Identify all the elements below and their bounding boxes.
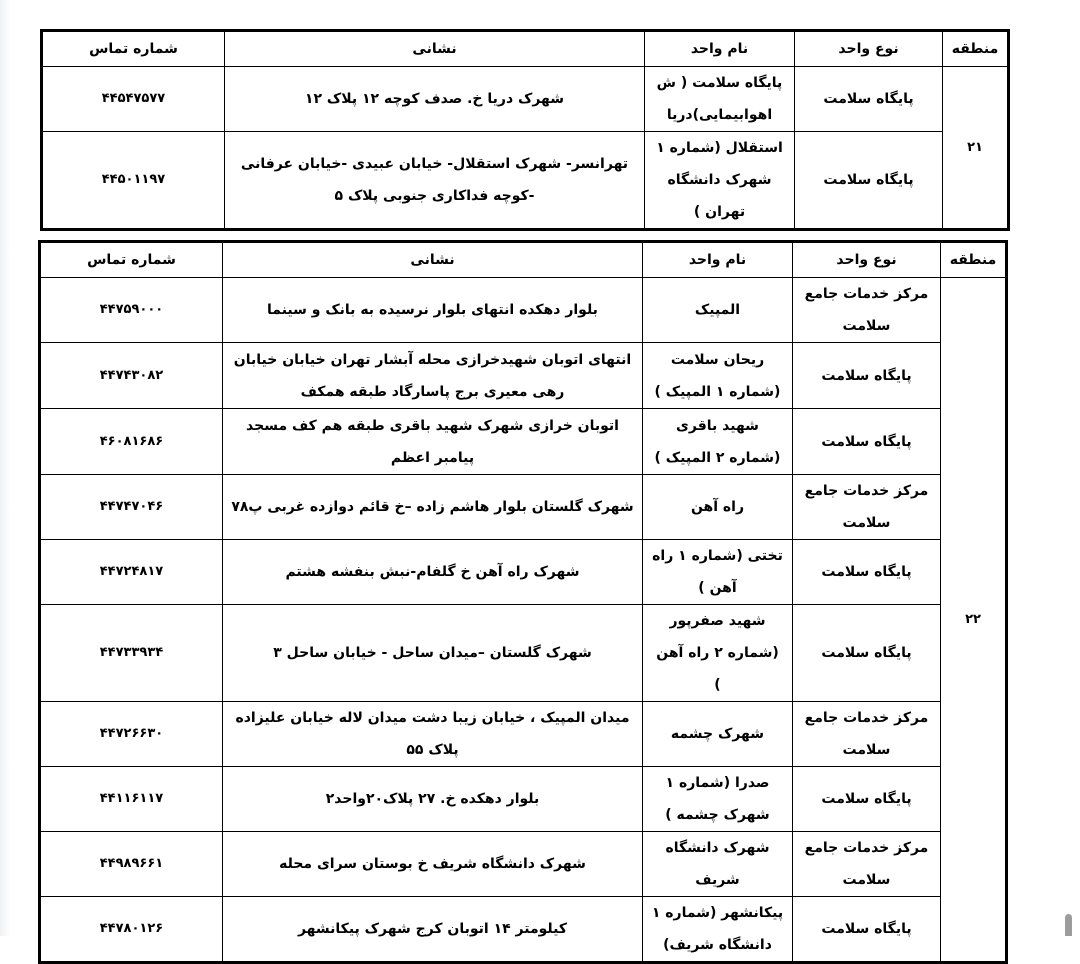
table-header-row [42, 31, 1009, 67]
unit-type-cell: پایگاه سلامت [793, 897, 941, 963]
table-row [40, 409, 1007, 475]
table-row [40, 605, 1007, 702]
unit-name-cell: شهرک دانشگاه شریف [643, 832, 793, 897]
header-address: نشانی [225, 31, 645, 67]
header-region: منطقه [943, 31, 1009, 67]
header-phone: شماره تماس [42, 31, 225, 67]
unit-name-cell: شهرک چشمه [643, 702, 793, 767]
phone-cell: ۴۴۹۸۹۶۶۱ [40, 832, 223, 897]
header-unit-name: نام واحد [645, 31, 795, 67]
unit-type-cell: پایگاه سلامت [793, 343, 941, 409]
address-cell: کیلومتر ۱۴ اتوبان کرج شهرک پیکانشهر [223, 897, 643, 963]
page-left-edge [0, 0, 10, 936]
unit-name-cell: صدرا (شماره ۱ شهرک چشمه ) [643, 767, 793, 832]
unit-type-cell: پایگاه سلامت [795, 132, 943, 230]
region-22-table [38, 240, 1008, 964]
table-row [40, 702, 1007, 767]
unit-name-cell: پیکانشهر (شماره ۱ دانشگاه شریف) [643, 897, 793, 963]
unit-type-cell: پایگاه سلامت [793, 605, 941, 702]
header-unit-name: نام واحد [643, 242, 793, 278]
unit-name-cell: المپیک [643, 278, 793, 343]
phone-cell: ۴۴۱۱۶۱۱۷ [40, 767, 223, 832]
phone-cell: ۴۴۷۸۰۱۲۶ [40, 897, 223, 963]
unit-type-cell: پایگاه سلامت [793, 409, 941, 475]
phone-cell: ۴۴۷۲۶۶۳۰ [40, 702, 223, 767]
unit-name-cell: شهید صفرپور (شماره ۲ راه آهن ) [643, 605, 793, 702]
address-cell: شهرک گلستان –میدان ساحل - خیابان ساحل ۳ [223, 605, 643, 702]
region-number: ۲۱ [943, 67, 1009, 230]
unit-type-cell: پایگاه سلامت [793, 540, 941, 605]
unit-type-cell: مرکز خدمات جامع سلامت [793, 278, 941, 343]
table-row [42, 132, 1009, 230]
phone-cell: ۴۴۷۳۳۹۳۴ [40, 605, 223, 702]
phone-cell: ۴۴۵۴۷۵۷۷ [42, 67, 225, 132]
table-row [40, 832, 1007, 897]
address-cell: بلوار دهکده خ. ۲۷ پلاک۲۰واحد۲ [223, 767, 643, 832]
header-unit-type: نوع واحد [795, 31, 943, 67]
unit-name-cell: پایگاه سلامت ( ش اهوابیمایی)دریا [645, 67, 795, 132]
region-number: ۲۲ [941, 278, 1007, 963]
address-cell: شهرک گلستان بلوار هاشم زاده –خ قائم دوازده غربی پ۷۸ [223, 475, 643, 540]
unit-name-cell: راه آهن [643, 475, 793, 540]
table-row [40, 767, 1007, 832]
table-row [40, 475, 1007, 540]
table-header-row [40, 242, 1007, 278]
table-row [40, 897, 1007, 963]
phone-cell: ۴۴۷۴۳۰۸۲ [40, 343, 223, 409]
unit-name-cell: استقلال (شماره ۱ شهرک دانشگاه تهران ) [645, 132, 795, 230]
phone-cell: ۴۴۷۲۴۸۱۷ [40, 540, 223, 605]
unit-name-cell: شهید باقری (شماره ۲ المپیک ) [643, 409, 793, 475]
address-cell: شهرک راه آهن خ گلفام-نبش بنفشه هشتم [223, 540, 643, 605]
header-phone: شماره تماس [40, 242, 223, 278]
address-cell: انتهای اتوبان شهیدخرازی محله آبشار تهران خیابان خیابان رهی معیری برج پاسارگاد طبقه همکف [223, 343, 643, 409]
address-cell: شهرک دریا خ. صدف کوچه ۱۲ پلاک ۱۲ [225, 67, 645, 132]
header-address: نشانی [223, 242, 643, 278]
phone-cell: ۴۶۰۸۱۶۸۶ [40, 409, 223, 475]
table-row [40, 540, 1007, 605]
address-cell: تهرانسر- شهرک استقلال- خیابان عبیدی -خیابان عرفانی -کوچه فداکاری جنوبی پلاک ۵ [225, 132, 645, 230]
unit-type-cell: مرکز خدمات جامع سلامت [793, 702, 941, 767]
address-cell: میدان المپیک ، خیابان زیبا دشت میدان لاله خیابان علیزاده پلاک ۵۵ [223, 702, 643, 767]
scrollbar-thumb[interactable] [1065, 914, 1072, 936]
table-row [42, 67, 1009, 132]
phone-cell: ۴۴۷۵۹۰۰۰ [40, 278, 223, 343]
unit-type-cell: پایگاه سلامت [793, 767, 941, 832]
unit-name-cell: تختی (شماره ۱ راه آهن ) [643, 540, 793, 605]
phone-cell: ۴۴۷۴۷۰۴۶ [40, 475, 223, 540]
address-cell: بلوار دهکده انتهای بلوار نرسیده به بانک و سینما [223, 278, 643, 343]
phone-cell: ۴۴۵۰۱۱۹۷ [42, 132, 225, 230]
table-row [40, 343, 1007, 409]
unit-type-cell: پایگاه سلامت [795, 67, 943, 132]
region-21-table [40, 29, 1010, 231]
table-row [40, 278, 1007, 343]
unit-type-cell: مرکز خدمات جامع سلامت [793, 832, 941, 897]
unit-name-cell: ریحان سلامت (شماره ۱ المپیک ) [643, 343, 793, 409]
address-cell: اتوبان خرازی شهرک شهید باقری طبقه هم کف مسجد پیامبر اعظم [223, 409, 643, 475]
address-cell: شهرک دانشگاه شریف خ بوستان سرای محله [223, 832, 643, 897]
header-unit-type: نوع واحد [793, 242, 941, 278]
unit-type-cell: مرکز خدمات جامع سلامت [793, 475, 941, 540]
header-region: منطقه [941, 242, 1007, 278]
